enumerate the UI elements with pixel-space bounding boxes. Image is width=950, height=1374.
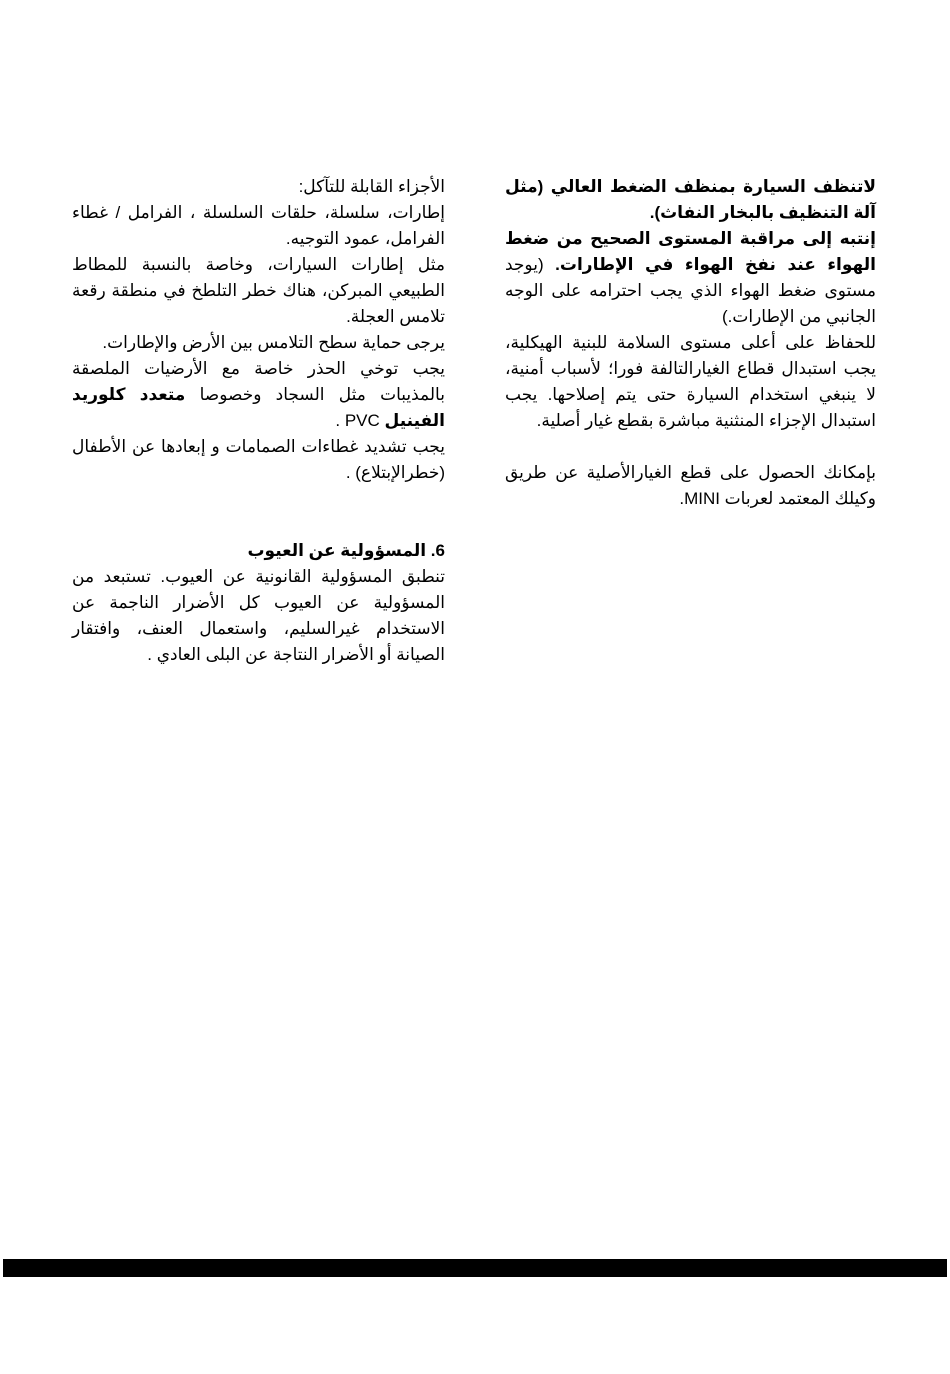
- tyre-pressure-warning: إنتبه إلى مراقبة المستوى الصحيح من ضغط الهواء عند نفخ الهواء في الإطارات.: [505, 229, 876, 274]
- floor-care-paragraph: [72, 356, 445, 434]
- section-heading: [72, 538, 445, 564]
- valve-caps-paragraph: يجب تشديد غطاءات الصمامات و إبعادها عن الأطفال (خطرالإبتلاع) .: [72, 437, 445, 482]
- tyres-paragraph: مثل إطارات السيارات، وخاصة بالنسبة للمطاط الطبيعي المبركن، هناك خطر التلطخ في منطقة رقعة تلامس العجلة.: [72, 255, 445, 326]
- footer-bar: [3, 1259, 947, 1277]
- liability-paragraph: تنطبق المسؤولية القانونية عن العيوب. تستبعد من المسؤولية عن العيوب كل الأضرار الناجمة عن الاستخدام غيرالسليم، واستعمال العنف، وافتقار الصيانة أو الأضرار النتاجة عن البلى العادي .: [72, 567, 445, 664]
- spacer: [505, 434, 876, 460]
- safety-paragraph: للحفاظ على أعلى مستوى السلامة للبنية الهيكلية، يجب استبدال قطاع الغيارالتالفة فورا؛ لأسباب أمنية، لا ينبغي استخدام السيارة حتى يتم إصلاحها. يجب استبدال الإجزاء المنثنية مباشرة بقطع غيار أصلية.: [505, 333, 876, 430]
- cleaning-warning: [505, 174, 876, 330]
- right-column: [505, 174, 876, 512]
- floor-care-text: يجب توخي الحذر خاصة مع الأرضيات الملصقة بالمذيبات مثل السجاد وخصوصا: [72, 359, 445, 404]
- section-title: المسؤولية عن العيوب: [247, 541, 427, 560]
- floor-protection-paragraph: يرجى حماية سطح التلامس بين الأرض والإطارات.: [102, 333, 445, 352]
- wear-parts-list: إطارات، سلسلة، حلقات السلسلة ، الفرامل / غطاء الفرامل، عمود التوجيه.: [72, 203, 445, 248]
- pvc-suffix: PVC .: [335, 411, 380, 430]
- pvc-bold-term: متعدد كلوريد الفينيل: [72, 385, 445, 430]
- high-pressure-warning: لاتنظف السيارة بمنظف الضغط العالي (مثل آلة التنظيف بالبخار النفاث).: [505, 177, 876, 222]
- section-number: 6.: [430, 541, 445, 560]
- tyre-pressure-note: (يوجد مستوى ضغط الهواء الذي يجب احترامه على الوجه الجانبي من الإطارات.): [505, 255, 876, 326]
- wear-parts-title: الأجزاء القابلة للتآكل:: [298, 177, 445, 196]
- original-parts-paragraph: بإمكانك الحصول على قطع الغيارالأصلية عن طريق وكيلك المعتمد لعربات MINI.: [505, 463, 876, 508]
- left-column: [72, 174, 445, 668]
